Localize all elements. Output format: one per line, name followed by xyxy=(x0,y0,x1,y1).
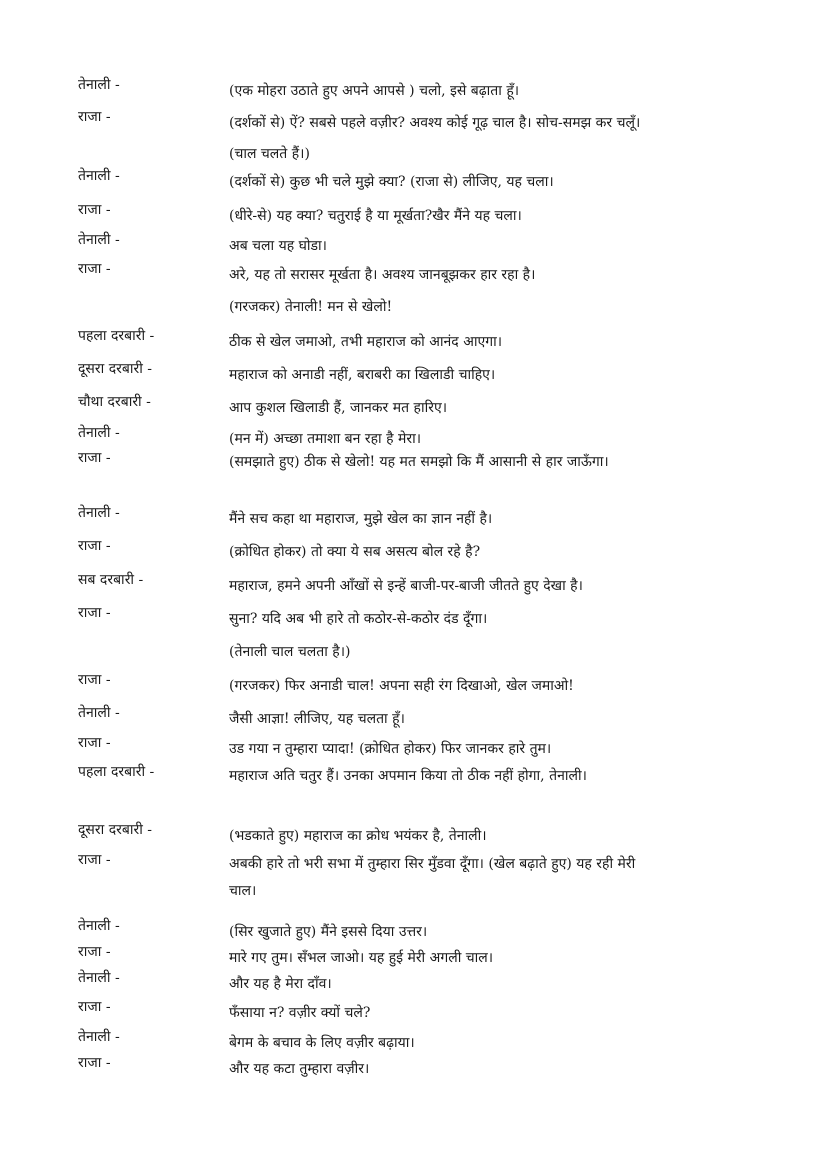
speaker-name: दूसरा दरबारी - xyxy=(78,361,153,377)
dialogue-text: (दर्शकों से) ऐं? सबसे पहले वज़ीर? अवश्य कोई गूढ़ चाल है। सोच-समझ कर चलूँ। (चाल चलते हैं।) xyxy=(229,115,641,162)
dialogue-text: मारे गए तुम। सँभल जाओ। यह हुई मेरी अगली चाल। xyxy=(229,950,494,966)
speaker-name: तेनाली - xyxy=(78,1029,120,1045)
speaker-name: चौथा दरबारी - xyxy=(78,394,151,410)
speaker-name: पहला दरबारी - xyxy=(78,764,155,780)
speaker-name: तेनाली - xyxy=(78,705,120,721)
speaker-name: राजा - xyxy=(78,672,111,688)
dialogue-text: (भडकाते हुए) महाराज का क्रोध भयंकर है, तेनाली। xyxy=(229,828,487,844)
speaker-name: तेनाली - xyxy=(78,77,120,93)
speaker-name: राजा - xyxy=(78,999,111,1015)
speaker-name: तेनाली - xyxy=(78,168,120,184)
speaker-name: तेनाली - xyxy=(78,425,120,441)
dialogue-text: सुना? यदि अब भी हारे तो कठोर-से-कठोर दंड दूँगा। xyxy=(229,611,488,627)
dialogue-text: (एक मोहरा उठाते हुए अपने आपसे ) चलो, इसे बढ़ाता हूँ। xyxy=(229,83,520,99)
speaker-name: राजा - xyxy=(78,202,111,218)
speaker-name: राजा - xyxy=(78,735,111,751)
dialogue-text: (गरजकर) तेनाली! मन से खेलो! xyxy=(229,299,393,315)
dialogue-text: जैसी आज्ञा! लीजिए, यह चलता हूँ। xyxy=(229,711,405,727)
dialogue-text: अबकी हारे तो भरी सभा में तुम्हारा सिर मुँडवा दूँगा। (खेल बढ़ाते हुए) यह रही मेरी चाल। xyxy=(229,856,636,899)
speaker-name: तेनाली - xyxy=(78,918,120,934)
speaker-name: राजा - xyxy=(78,538,111,554)
speaker-name: राजा - xyxy=(78,450,111,466)
dialogue-text: ठीक से खेल जमाओ, तभी महाराज को आनंद आएगा। xyxy=(229,334,503,350)
dialogue-text: महाराज अति चतुर हैं। उनका अपमान किया तो ठीक नहीं होगा, तेनाली। xyxy=(229,768,587,784)
speaker-name: राजा - xyxy=(78,109,111,125)
dialogue-text: महाराज, हमने अपनी आँखों से इन्हें बाजी-पर-बाजी जीतते हुए देखा है। xyxy=(229,578,583,594)
speaker-name: तेनाली - xyxy=(78,970,120,986)
dialogue-text: फँसाया न? वज़ीर क्यों चले? xyxy=(229,1005,371,1021)
speaker-name: पहला दरबारी - xyxy=(78,328,155,344)
speaker-name: राजा - xyxy=(78,605,111,621)
dialogue-text: (धीरे-से) यह क्या? चतुराई है या मूर्खता?खैर मैंने यह चला। xyxy=(229,208,522,224)
stage-direction: (तेनाली चाल चलता है।) xyxy=(229,644,351,660)
speaker-name: दूसरा दरबारी - xyxy=(78,822,153,838)
dialogue-text: महाराज को अनाडी नहीं, बराबरी का खिलाडी चाहिए। xyxy=(229,367,496,383)
speaker-name: राजा - xyxy=(78,852,111,868)
speaker-name: राजा - xyxy=(78,261,111,277)
dialogue-text: आप कुशल खिलाडी हैं, जानकर मत हारिए। xyxy=(229,400,447,416)
speaker-name: सब दरबारी - xyxy=(78,572,144,588)
dialogue-text: मैंने सच कहा था महाराज, मुझे खेल का ज्ञान नहीं है। xyxy=(229,511,493,527)
speaker-name: राजा - xyxy=(78,1055,111,1071)
speaker-name: तेनाली - xyxy=(78,232,120,248)
dialogue-text: (क्रोधित होकर) तो क्या ये सब असत्य बोल रहे है? xyxy=(229,544,481,560)
speaker-name: तेनाली - xyxy=(78,505,120,521)
dialogue-text: अरे, यह तो सरासर मूर्खता है। अवश्य जानबूझकर हार रहा है। xyxy=(229,267,536,283)
dialogue-text: (दर्शकों से) कुछ भी चले मुझे क्या? (राजा से) लीजिए, यह चला। xyxy=(229,174,554,190)
dialogue-text: (सिर खुजाते हुए) मैंने इससे दिया उत्तर। xyxy=(229,924,428,940)
dialogue-text: (समझाते हुए) ठीक से खेलो! यह मत समझो कि मैं आसानी से हार जाऊँगा। xyxy=(229,454,609,470)
dialogue-text: (गरजकर) फिर अनाडी चाल! अपना सही रंग दिखाओ, खेल जमाओ! xyxy=(229,678,574,694)
dialogue-text: (मन में) अच्छा तमाशा बन रहा है मेरा। xyxy=(229,431,422,447)
dialogue-text: अब चला यह घोडा। xyxy=(229,238,327,254)
dialogue-text: और यह कटा तुम्हारा वज़ीर। xyxy=(229,1061,370,1077)
dialogue-text: उड गया न तुम्हारा प्यादा! (क्रोधित होकर) फिर जानकर हारे तुम। xyxy=(229,741,552,757)
speaker-name: राजा - xyxy=(78,944,111,960)
dialogue-text: बेगम के बचाव के लिए वज़ीर बढ़ाया। xyxy=(229,1035,415,1051)
dialogue-text: और यह है मेरा दाँव। xyxy=(229,976,332,992)
